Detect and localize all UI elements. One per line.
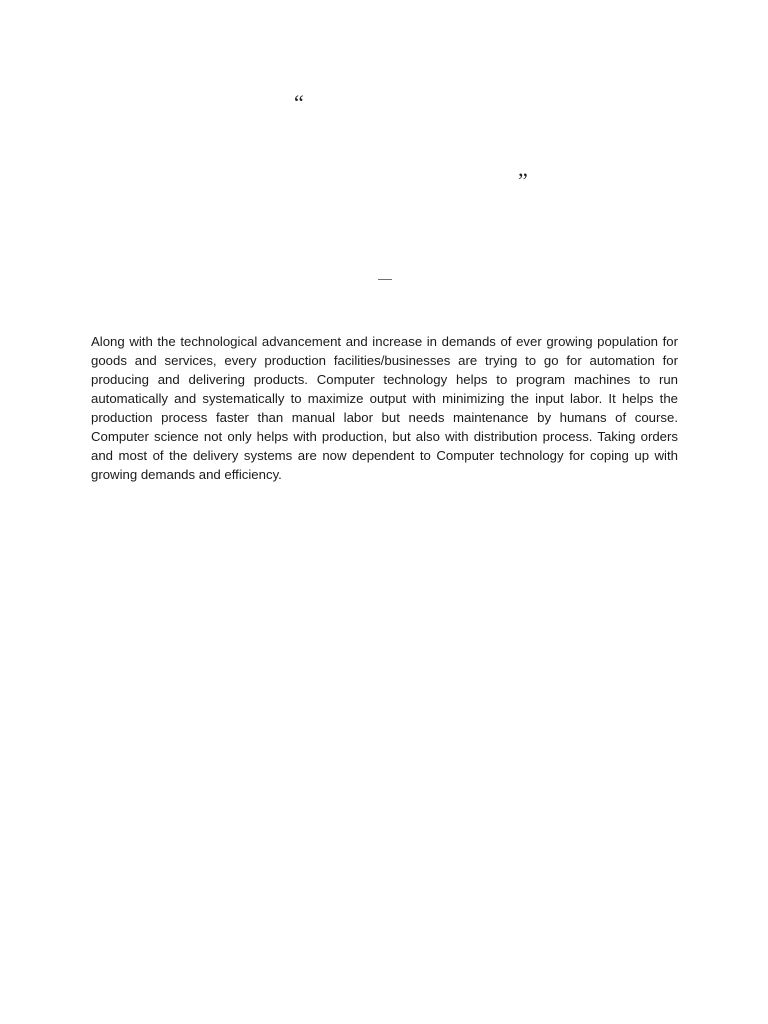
opening-quote-mark: “ bbox=[294, 90, 304, 115]
closing-quote-mark: ” bbox=[518, 168, 528, 193]
body-paragraph: Along with the technological advancement and increase in demands of ever growing population for goods and services, every production facilities/businesses are trying to go for automation for producing and delivering products. Computer technology helps to program machines to run automatically and systematically to maximize output with minimizing the input labor. It helps the production process faster than manual labor but needs maintenance by humans of course. Computer science not only helps with production, but also with distribution process. Taking orders and most of the delivery systems are now dependent to Computer technology for coping up with growing demands and efficiency. bbox=[91, 334, 678, 482]
attribution-dash: — bbox=[378, 270, 392, 286]
